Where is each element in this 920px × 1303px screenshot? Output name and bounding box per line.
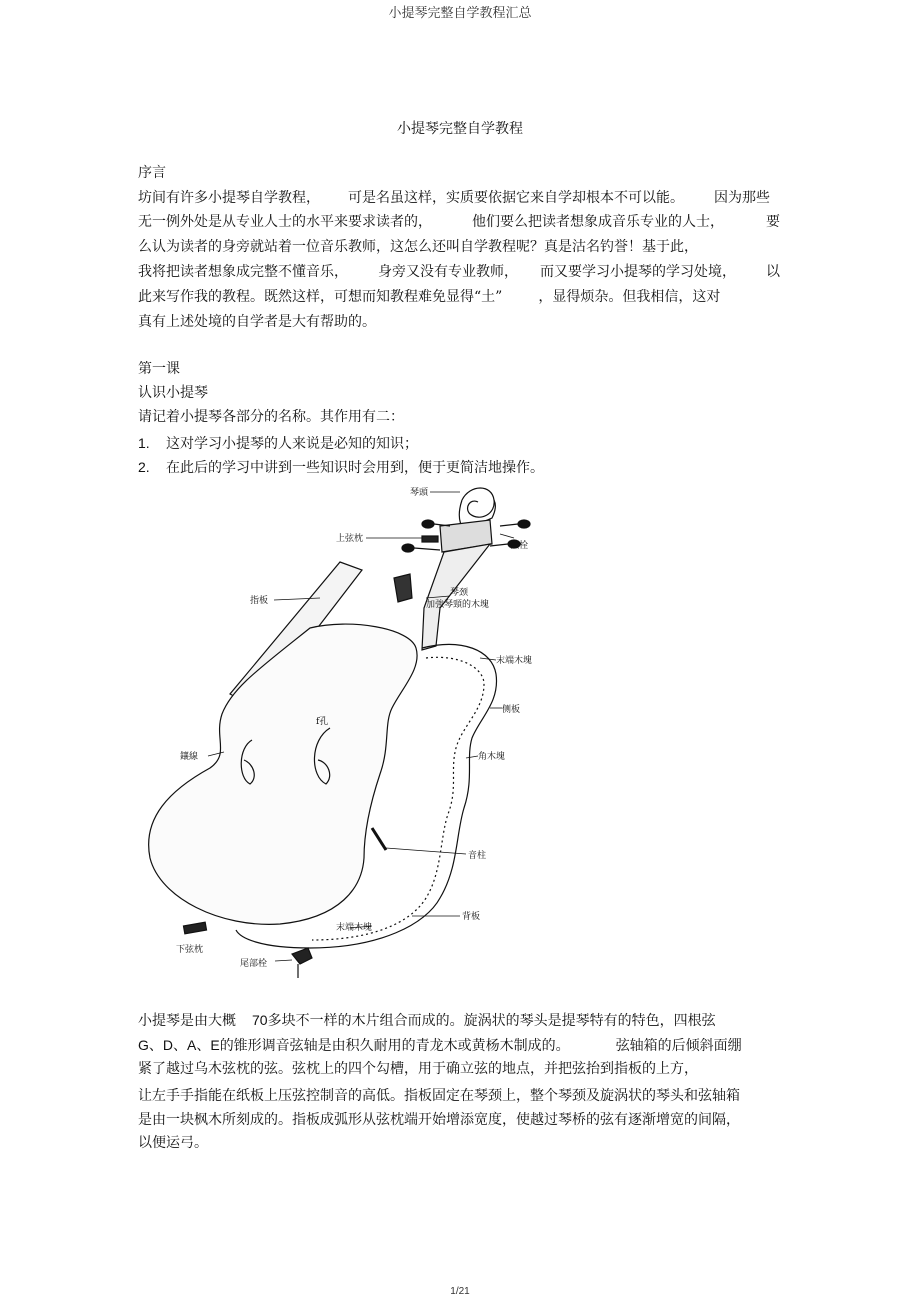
nut-drawing [422,536,438,542]
preface-line-4: 我将把读者想象成完整不懂音乐， 身旁又没有专业教师， 而又要学习小提琴的学习处境， 以 [138,264,780,280]
list-number: 1. [138,435,150,451]
preface-line-3: 么认为读者的身旁就站着一位音乐教师，这怎么还叫自学教程呢？真是沽名钓誉！基于此， [138,239,698,255]
document-title: 小提琴完整自学教程 [397,121,523,137]
saddle-drawing [183,922,206,934]
list-item [138,433,418,453]
soundpost-drawing [372,828,386,850]
label-scroll: 琴頭 [410,488,429,498]
label-neck: 琴颈 [450,588,469,598]
lesson-intro: 请记着小提琴各部分的名称。其作用有二： [138,409,404,425]
label-nut: 上弦枕 [336,534,364,544]
label-back: 背板 [462,912,481,922]
preface-line-1: 坊间有许多小提琴自学教程， 可是名虽这样，实质要依据它来自学却根本不可以能。 因为那些 [138,190,770,206]
preface-heading: 序言 [138,165,166,181]
body-line-4: 让左手手指能在纸板上压弦控制音的高低。指板固定在琴颈上，整个琴颈及旋涡状的琴头和弦轴箱 [138,1088,740,1104]
label-corner-block: 角木塊 [478,752,506,762]
endpin-drawing [292,948,312,978]
label-purfling: 鑲線 [180,752,199,762]
label-ribs: 侧板 [502,705,521,715]
body-line-2: G、D、A、E的锥形调音弦轴是由积久耐用的青龙木或黄杨木制成的。 弦轴箱的后倾斜面绷 [138,1037,742,1054]
scroll-drawing [440,488,495,552]
label-pegs: 弦栓 [510,541,529,551]
preface-line-2: 无一例外处是从专业人士的水平来要求读者的， 他们要么把读者想象成音乐专业的人士， 要 [138,214,780,230]
page-header: 小提琴完整自学教程汇总 [388,6,532,21]
lesson-subheading: 认识小提琴 [138,385,208,401]
preface-line-5: 此来写作我的教程。既然这样，可想而知教程难免显得“土” ，显得烦杂。但我相信，这对 [138,289,721,305]
label-endpin: 尾部栓 [240,959,268,969]
neck-block-drawing [394,574,412,602]
violin-diagram [140,478,560,983]
page-number: 1/21 [450,1286,470,1297]
top-plate-drawing [149,624,417,924]
list-text: 在此后的学习中讲到一些知识时会用到，便于更简洁地操作。 [166,460,544,476]
list-item [138,457,544,477]
label-end-block-bottom: 末端木塊 [336,923,373,933]
body-line-1: 小提琴是由大概 70多块不一样的木片组合而成的。旋涡状的琴头是提琴特有的特色，四根弦 [138,1012,716,1029]
body-line-6: 以便运弓。 [138,1135,208,1151]
label-neck-block: 加強琴頸的木塊 [426,600,490,610]
body-line-3: 紧了越过乌木弦枕的弦。弦枕上的四个勾槽，用于确立弦的地点，并把弦抬到指板的上方， [138,1061,698,1077]
label-f-hole: f孔 [316,717,329,727]
label-end-block-top: 末端木塊 [496,656,533,666]
list-number: 2. [138,459,150,475]
preface-line-6: 真有上述处境的自学者是大有帮助的。 [138,314,376,330]
label-saddle: 下弦枕 [176,945,204,955]
lesson-heading: 第一课 [138,361,180,377]
label-soundpost: 音柱 [468,851,487,861]
body-line-5: 是由一块枫木所刻成的。指板成弧形从弦枕端开始增添宽度，使越过琴桥的弦有逐渐增宽的间隔， [138,1112,740,1128]
label-fingerboard: 指板 [250,596,269,606]
list-text: 这对学习小提琴的人来说是必知的知识； [166,436,418,452]
